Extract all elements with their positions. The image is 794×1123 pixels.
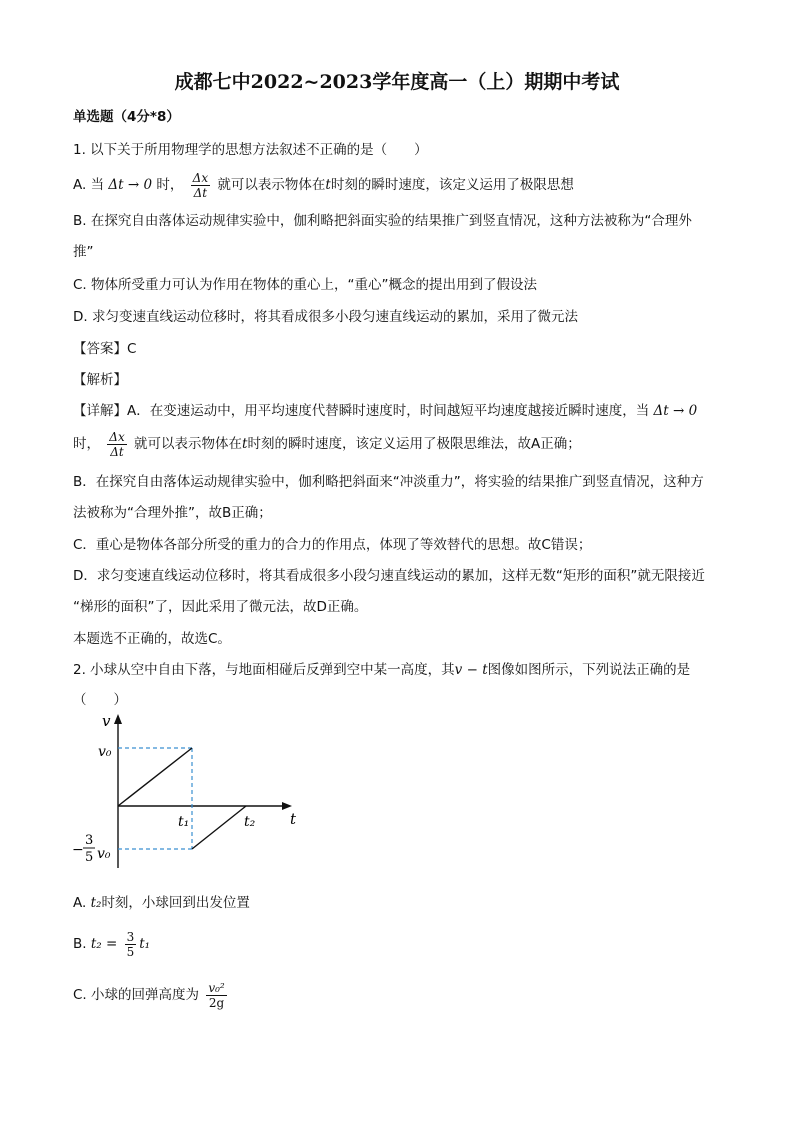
x-axis-arrow [282, 802, 292, 810]
q1-answer: 【答案】C [73, 341, 137, 357]
neg-fraction-den: 5 [85, 850, 94, 865]
q2-stem-line1 [73, 661, 690, 679]
q1-detail-line2 [73, 426, 581, 462]
q1-option-d: D. 求匀变速直线运动位移时，将其看成很多小段匀速直线运动的累加，采用了微元法 [73, 309, 578, 325]
t1-label: t₁ [178, 814, 190, 830]
fall-line [118, 748, 192, 806]
q1-detail-line2-prefix: 时， [73, 436, 100, 452]
section-heading: 单选题（4分*8） [73, 109, 180, 125]
q2-option-c [73, 975, 230, 1015]
q1-detail-text: 【详解】A．在变速运动中，用平均速度代替瞬时速度时，时间越短平均速度越接近瞬时速度，当 [73, 403, 650, 419]
q1-option-a-time-var: t [325, 177, 331, 193]
q1-option-a-mid: 时， [156, 177, 184, 193]
q1-stem: 1. 以下关于所用物理学的思想方法叙述不正确的是（ ） [73, 142, 428, 158]
fraction-denominator: 2g [208, 995, 225, 1010]
neg-sign: − [72, 842, 84, 858]
q1-detail-line2-mid: 就可以表示物体在 [134, 436, 243, 452]
q1-option-a-prefix: A. 当 [73, 177, 105, 193]
q2-option-a-var: t₂ [90, 895, 102, 911]
q1-option-a-fraction [191, 171, 210, 200]
page-title: 成都七中2022~2023学年度高一（上）期期中考试 [174, 71, 620, 93]
rebound-line [192, 806, 246, 849]
fraction-numerator: Δx [192, 170, 209, 185]
q1-option-a-text2: 时刻的瞬时速度，该定义运用了极限思想 [330, 177, 574, 193]
y-axis-label: v [102, 712, 111, 730]
q2-option-b-label: B. [73, 936, 87, 952]
fraction-numerator: v₀² [208, 980, 225, 995]
fraction-denominator: 5 [126, 944, 135, 959]
q2-stem-prefix: 2. 小球从空中自由下落，与地面相碰后反弹到空中某一高度，其 [73, 662, 455, 678]
q1-detail-time-var: t [242, 436, 248, 452]
fraction-denominator: Δt [193, 185, 208, 200]
q1-detail-condition: Δt → 0 [653, 403, 698, 419]
q2-option-a-text: 时刻，小球回到出发位置 [101, 895, 250, 911]
q2-option-b [73, 924, 150, 964]
q1-detail-d-line1: D．求匀变速直线运动位移时，将其看成很多小段匀速直线运动的累加，这样无数“矩形的面积”就无限接近 [73, 568, 705, 584]
q1-analysis-label: 【解析】 [73, 372, 127, 388]
q1-detail-b-line1: B．在探究自由落体运动规律实验中，伽利略把斜面来“冲淡重力”，将实验的结果推广到竖直情况，这种方 [73, 474, 704, 490]
x-axis-label: t [290, 810, 297, 828]
q1-detail-fraction [107, 430, 126, 459]
neg-fraction-num: 3 [85, 833, 94, 848]
q1-option-c: C. 物体所受重力可认为作用在物体的重心上，“重心”概念的提出用到了假设法 [73, 277, 537, 293]
q1-detail-d-line2: “梯形的面积”了，因此采用了微元法，故D正确。 [73, 599, 368, 615]
v0-label: v₀ [98, 744, 112, 760]
neg-v0-label: v₀ [97, 846, 111, 862]
q2-option-c-fraction [206, 981, 226, 1010]
q1-detail-b-line2: 法被称为“合理外推”，故B正确； [73, 505, 272, 521]
q2-option-b-fraction [125, 930, 137, 959]
q2-option-b-rhs: t₁ [139, 936, 151, 952]
fraction-numerator: 3 [126, 929, 135, 944]
q2-option-a [73, 894, 250, 912]
q1-option-a [73, 167, 574, 203]
q1-detail-c: C．重心是物体各部分所受的重力的合力的作用点，体现了等效替代的思想。故C错误； [73, 537, 592, 553]
q2-stem-vt: v − t [454, 662, 488, 678]
q1-detail-line1 [73, 402, 697, 420]
q2-stem-suffix: 图像如图所示，下列说法正确的是 [487, 662, 691, 678]
q1-option-b-line2: 推” [73, 244, 94, 260]
q1-detail-line2-post: 时刻的瞬时速度，该定义运用了极限思维法，故A正确； [247, 436, 581, 452]
q2-option-a-label: A. [73, 895, 87, 911]
y-axis-arrow [114, 714, 122, 724]
vt-graph [68, 708, 308, 873]
fraction-numerator: Δx [109, 429, 125, 444]
t2-label: t₂ [244, 814, 256, 830]
q1-option-b-line1: B. 在探究自由落体运动规律实验中，伽利略把斜面实验的结果推广到竖直情况，这种方法被称为“合理外 [73, 213, 692, 229]
q1-option-a-text1: 就可以表示物体在 [217, 177, 326, 193]
q2-option-b-lhs: t₂ = [90, 936, 118, 952]
q2-option-c-text: C. 小球的回弹高度为 [73, 987, 200, 1003]
fraction-denominator: Δt [110, 444, 124, 459]
q1-conclusion: 本题选不正确的，故选C。 [73, 631, 231, 647]
q2-stem-line2: （ ） [73, 692, 127, 708]
q1-option-a-condition: Δt → 0 [108, 177, 153, 193]
